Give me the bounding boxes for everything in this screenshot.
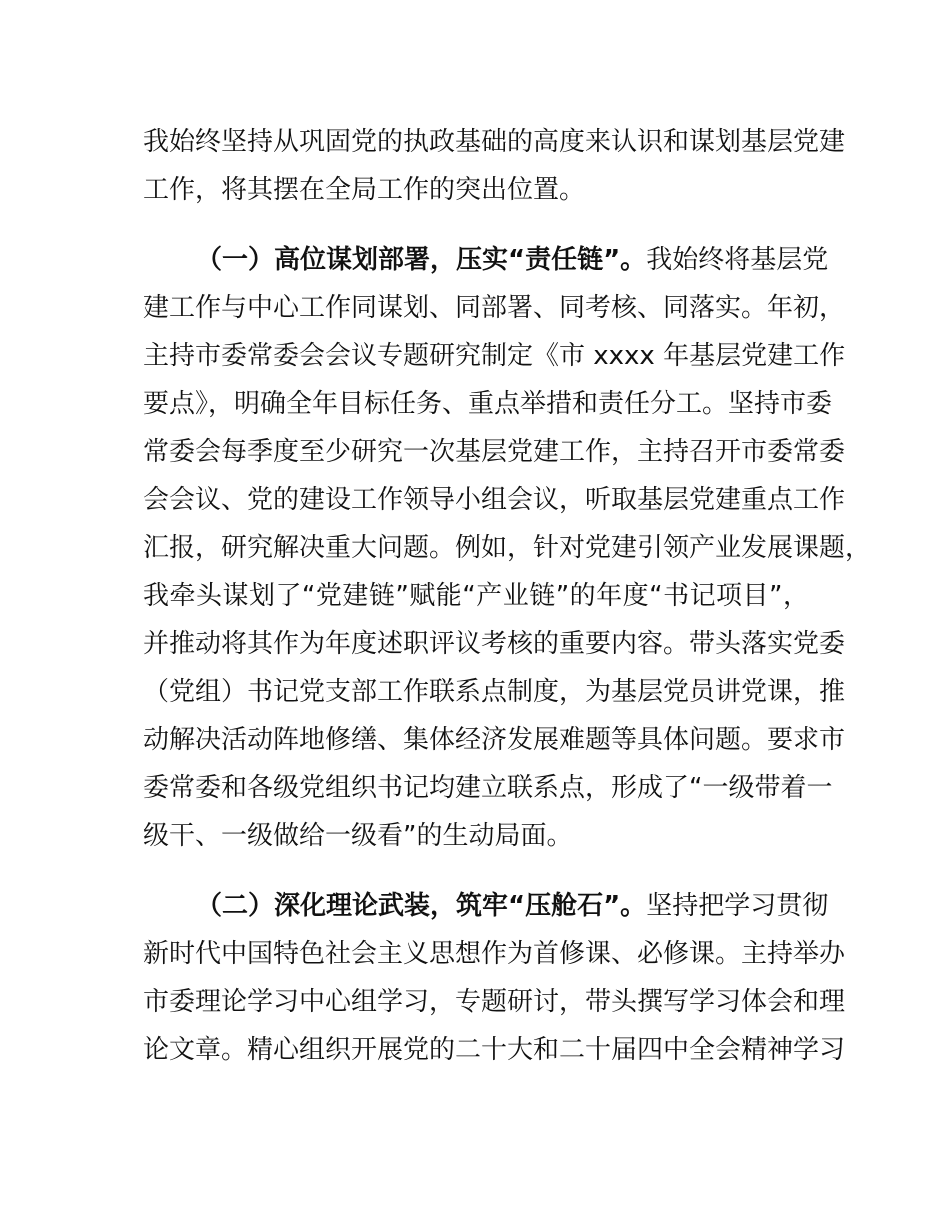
paragraph-line: 汇报，研究解决重大问题。例如，针对党建引领产业发展课题， xyxy=(143,533,872,563)
section-2-heading: （二）深化理论武装，筑牢“压舱石”。 xyxy=(196,891,647,921)
section-1-heading: （一）高位谋划部署，压实“责任链”。 xyxy=(196,245,647,275)
paragraph-line: 我牵头谋划了“党建链”赋能“产业链”的年度“书记项目”， xyxy=(143,581,809,611)
paragraph-text: 坚持把学习贯彻 xyxy=(646,891,829,921)
section-2-first-line xyxy=(196,891,829,921)
paragraph-text: 我始终将基层党 xyxy=(646,245,829,275)
paragraph-line: 建工作与中心工作同谋划、同部署、同考核、同落实。年初， xyxy=(143,293,846,323)
paragraph-line: 工作，将其摆在全局工作的突出位置。 xyxy=(143,175,586,205)
paragraph-line: （党组）书记党支部工作联系点制度，为基层党员讲党课，推 xyxy=(143,677,846,707)
paragraph-line: 市委理论学习中心组学习，专题研讨，带头撰写学习体会和理 xyxy=(143,987,846,1017)
paragraph-line: 动解决活动阵地修缮、集体经济发展难题等具体问题。要求市 xyxy=(143,725,846,755)
paragraph-line: 要点》，明确全年目标任务、重点举措和责任分工。坚持市委 xyxy=(143,389,833,419)
paragraph-line: 论文章。精心组织开展党的二十大和二十届四中全会精神学习 xyxy=(143,1035,846,1065)
section-1-first-line xyxy=(196,245,829,275)
paragraph-line: 常委会每季度至少研究一次基层党建工作，主持召开市委常委 xyxy=(143,437,846,467)
paragraph-line: 会会议、党的建设工作领导小组会议，听取基层党建重点工作 xyxy=(143,485,846,515)
paragraph-line: 我始终坚持从巩固党的执政基础的高度来认识和谋划基层党建 xyxy=(143,127,846,157)
paragraph-line: 主持市委常委会会议专题研究制定《市 xxxx 年基层党建工作 xyxy=(143,341,846,371)
paragraph-line: 级干、一级做给一级看”的生动局面。 xyxy=(143,821,573,851)
paragraph-line: 新时代中国特色社会主义思想作为首修课、必修课。主持举办 xyxy=(143,939,846,969)
paragraph-line: 委常委和各级党组织书记均建立联系点，形成了“一级带着一 xyxy=(143,773,833,803)
paragraph-line: 并推动将其作为年度述职评议考核的重要内容。带头落实党委 xyxy=(143,629,846,659)
